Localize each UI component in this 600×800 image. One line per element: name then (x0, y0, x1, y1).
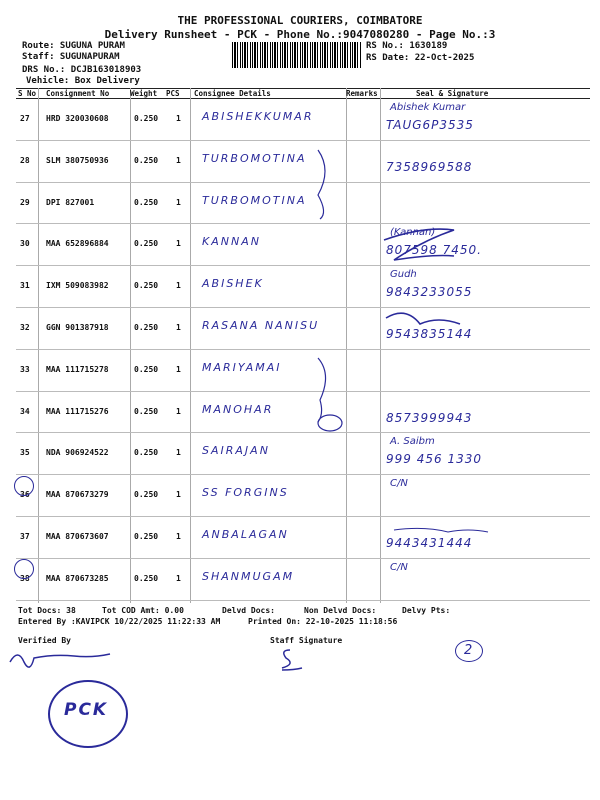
row-weight: 0.250 (134, 114, 159, 123)
row-consignee: SS FORGINS (202, 486, 289, 500)
row-phone: TAUG6P3535 (386, 118, 474, 132)
row-phone: 9443431444 (386, 536, 473, 550)
row-consignment: MAA 111715278 (46, 364, 109, 374)
row-sno: 29 (20, 197, 30, 207)
kannan-signature (384, 229, 454, 260)
col-pcs: PCS (166, 89, 180, 98)
row-consignee: ABISHEK (202, 277, 264, 291)
row-signature: (Kannan) (390, 227, 436, 239)
row-pcs: 1 (176, 573, 181, 583)
row-sno: 32 (20, 323, 30, 332)
row-consignment: HRD 320030608 (46, 114, 109, 123)
row-sno: 28 (20, 155, 30, 165)
rs-no: RS No.: 1630189 (366, 41, 448, 51)
verified-signature (10, 654, 110, 667)
row-weight: 0.250 (134, 532, 159, 541)
row-sno: 35 (20, 448, 30, 458)
row-weight: 0.250 (134, 364, 159, 374)
verified-by: Verified By (18, 636, 71, 645)
row-weight: 0.250 (134, 323, 159, 332)
row-weight: 0.250 (134, 448, 159, 458)
row-pcs: 1 (176, 239, 181, 249)
pck-stamp: PCK (64, 700, 109, 720)
row-pcs: 1 (176, 406, 181, 416)
staff-signature: Staff Signature (270, 636, 343, 645)
row-pcs: 1 (176, 281, 181, 291)
row-weight: 0.250 (134, 281, 159, 291)
row-pcs: 1 (176, 490, 181, 500)
col-seal: Seal & Signature (416, 89, 489, 98)
row-phone: 8573999943 (386, 410, 473, 425)
row-sno: 36 (20, 490, 30, 500)
row-consignment: DPI 827001 (46, 197, 95, 207)
row-consignment: NDA 906924522 (46, 448, 109, 458)
row-37-signature (394, 528, 488, 532)
row-signature: Abishek Kumar (390, 102, 466, 113)
col-weight: Weight (130, 89, 158, 98)
row-phone: 999 456 1330 (386, 452, 482, 467)
row-consignment: IXM 509083982 (46, 281, 109, 291)
col-consignment: Consignment No (46, 89, 110, 98)
row-consignment: MAA 870673285 (46, 573, 109, 583)
row-consignment: MAA 870673607 (46, 532, 109, 541)
row-consignment: MAA 111715276 (46, 406, 109, 416)
row-pcs: 1 (176, 155, 181, 165)
row-weight: 0.250 (134, 406, 159, 416)
row-sno: 27 (20, 114, 30, 123)
row-pcs: 1 (176, 323, 181, 332)
row-consignee: MANOHAR (202, 402, 274, 416)
route: Route: SUGUNA PURAM (22, 41, 125, 51)
rows-circle-mark (318, 415, 342, 431)
row-consignment: GGN 901387918 (46, 323, 109, 332)
row-signature: A. Saibm (390, 436, 435, 448)
row-pcs: 1 (176, 114, 181, 123)
row-pcs: 1 (176, 532, 181, 541)
row-pcs: 1 (176, 364, 181, 374)
rs-date: RS Date: 22-Oct-2025 (366, 53, 475, 63)
row-weight: 0.250 (134, 239, 159, 249)
row-signature: C/N (390, 478, 408, 490)
row-consignee: ABISHEKKUMAR (202, 110, 314, 123)
row-phone: 7358969588 (386, 159, 473, 174)
entered-by: Entered By :KAVIPCK 10/22/2025 11:22:33 AM (18, 617, 221, 626)
row-pcs: 1 (176, 448, 181, 458)
printed-on: Printed On: 22-10-2025 11:18:56 (248, 617, 398, 626)
row-consignment: SLM 380750936 (46, 155, 109, 165)
row-consignee: TURBOMOTINA (202, 193, 307, 207)
staff: Staff: SUGUNAPURAM (22, 52, 120, 62)
non-delvd-docs: Non Delvd Docs: (304, 606, 377, 615)
row-sno: 30 (20, 239, 30, 249)
row-signature: C/N (390, 561, 408, 573)
col-sno: S No (18, 89, 37, 98)
staff-signature-mark (282, 650, 302, 670)
row-consignee: SAIRAJAN (202, 444, 270, 458)
row-phone: 9843233055 (386, 285, 473, 300)
row-phone: 9543835144 (386, 327, 473, 341)
row-consignee: TURBOMOTINA (202, 151, 307, 165)
row-weight: 0.250 (134, 155, 159, 165)
col-consignee: Consignee Details (194, 89, 271, 98)
drs-no: DRS No.: DCJB163018903 (22, 65, 142, 75)
row-consignee: ANBALAGAN (202, 528, 289, 541)
row-consignee: SHANMUGAM (202, 569, 295, 583)
runsheet-title: Delivery Runsheet - PCK - Phone No.:9047080280 - Page No.:3 (104, 28, 496, 41)
page-mark: 2 (464, 643, 475, 658)
row-phone: 807598 7450. (386, 243, 482, 258)
bracket-28-29 (318, 150, 325, 219)
delvy-pts: Delvy Pts: (402, 606, 451, 615)
row-consignment: MAA 652896884 (46, 239, 109, 249)
vehicle: Vehicle: Box Delivery (26, 76, 140, 86)
bracket-33-34 (318, 358, 326, 422)
row-consignment: MAA 870673279 (46, 490, 109, 500)
row-weight: 0.250 (134, 490, 159, 500)
row-32-signature (386, 313, 460, 324)
row-signature: Gudh (390, 269, 417, 281)
row-sno: 33 (20, 364, 30, 374)
row-pcs: 1 (176, 197, 181, 207)
row-sno: 37 (20, 532, 30, 541)
row-consignee: MARIYAMAI (202, 360, 282, 374)
tot-cod: Tot COD Amt: 0.00 (102, 606, 184, 615)
col-remarks: Remarks (346, 89, 378, 98)
row-sno: 38 (20, 573, 30, 583)
delvd-docs: Delvd Docs: (222, 606, 275, 615)
row-consignee: KANNAN (202, 235, 261, 249)
row-sno: 34 (20, 406, 30, 416)
row-weight: 0.250 (134, 197, 159, 207)
row-weight: 0.250 (134, 573, 159, 583)
row-sno: 31 (20, 281, 30, 291)
row-consignee: RASANA NANISU (202, 319, 320, 332)
company-name: THE PROFESSIONAL COURIERS, COIMBATORE (177, 14, 423, 27)
tot-docs: Tot Docs: 38 (18, 606, 76, 615)
